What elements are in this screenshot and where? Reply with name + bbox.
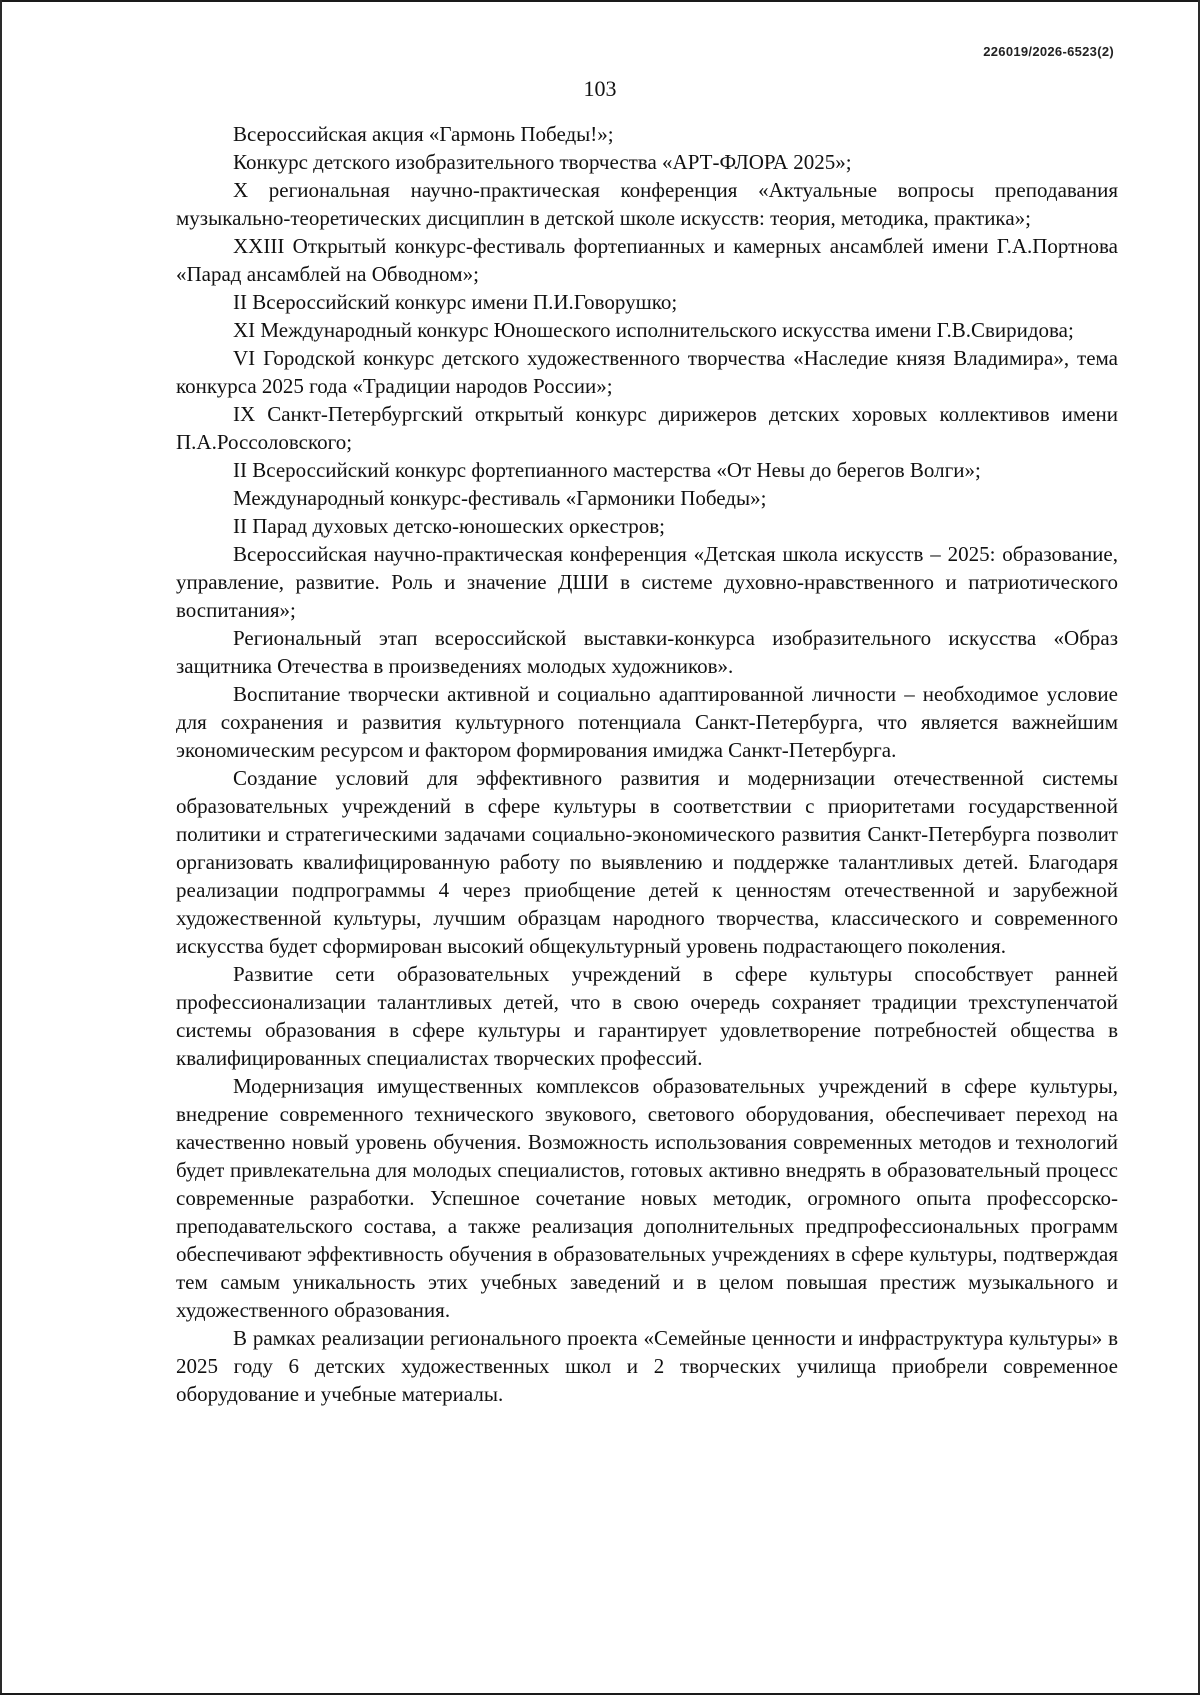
list-item: II Парад духовых детско-юношеских оркестров; <box>233 514 666 538</box>
body-paragraph: Воспитание творчески активной и социально адаптированной личности – необходимое условие для сохранения и развития культурного потенциала Санкт-Петербурга, что является важнейшим экономическим ресурсом и фактором формирования имиджа Санкт-Петербурга. <box>176 682 1118 762</box>
body-paragraph: В рамках реализации регионального проекта «Семейные ценности и инфраструктура культуры» в 2025 году 6 детских художественных школ и 2 творческих училища приобрели современное оборудование и учебные материалы. <box>176 1326 1118 1406</box>
body-paragraph: Модернизация имущественных комплексов образовательных учреждений в сфере культуры, внедрение современного технического звукового, светового оборудования, обеспечивает переход на качественно новый уровень обучения. Возможность использования современных методов и технологий будет привлекательна для молодых специалистов, готовых активно внедрять в образовательный процесс современные разработки. Успешное сочетание новых методик, огромного опыта профессорско-преподавательского состава, а также реализация дополнительных предпрофессиональных программ обеспечивают эффективность обучения в образовательных учреждениях в сфере культуры, подтверждая тем самым уникальность этих учебных заведений и в целом повышая престиж музыкального и художественного образования. <box>176 1074 1118 1322</box>
list-item: X региональная научно-практическая конференция «Актуальные вопросы преподавания музыкально-теоретических дисциплин в детской школе искусств: теория, методика, практика»; <box>176 178 1118 230</box>
list-item: II Всероссийский конкурс фортепианного мастерства «От Невы до берегов Волги»; <box>233 458 981 482</box>
body-paragraph: Создание условий для эффективного развития и модернизации отечественной системы образовательных учреждений в сфере культуры в соответствии с приоритетами государственной политики и стратегическими задачами социально-экономического развития Санкт-Петербурга позволит организовать квалифицированную работу по выявлению и поддержке талантливых детей. Благодаря реализации подпрограммы 4 через приобщение детей к ценностям отечественной и зарубежной художественной культуры, лучшим образцам народного творчества, классического и современного искусства будет сформирован высокий общекультурный уровень подрастающего поколения. <box>176 766 1118 958</box>
list-item: Международный конкурс-фестиваль «Гармоники Победы»; <box>233 486 767 510</box>
list-item: IX Санкт-Петербургский открытый конкурс дирижеров детских хоровых коллективов имени П.А.Россоловского; <box>176 402 1118 454</box>
top-border <box>0 0 1200 2</box>
document-registration-number: 226019/2026-6523(2) <box>983 44 1114 59</box>
list-item: II Всероссийский конкурс имени П.И.Говорушко; <box>233 290 678 314</box>
list-item: XI Международный конкурс Юношеского исполнительского искусства имени Г.В.Свиридова; <box>233 318 1074 342</box>
list-item: Всероссийская акция «Гармонь Победы!»; <box>233 122 614 146</box>
body-paragraph: Развитие сети образовательных учреждений в сфере культуры способствует ранней профессионализации талантливых детей, что в свою очередь сохраняет традиции трехступенчатой системы образования в сфере культуры и гарантирует удовлетворение потребностей общества в квалифицированных специалистах творческих профессий. <box>176 962 1118 1070</box>
list-item: VI Городской конкурс детского художественного творчества «Наследие князя Владимира», тема конкурса 2025 года «Традиции народов России»; <box>176 346 1118 398</box>
list-item: Конкурс детского изобразительного творчества «АРТ-ФЛОРА 2025»; <box>233 150 852 174</box>
list-item: Региональный этап всероссийской выставки-конкурса изобразительного искусства «Образ защитника Отечества в произведениях молодых художников». <box>176 626 1118 678</box>
document-body <box>176 120 1118 1408</box>
left-border <box>0 0 2 1695</box>
list-item: Всероссийская научно-практическая конференция «Детская школа искусств – 2025: образование, управление, развитие. Роль и значение ДШИ в системе духовно-нравственного и патриотического воспитания»; <box>176 542 1118 622</box>
list-item: XXIII Открытый конкурс-фестиваль фортепианных и камерных ансамблей имени Г.А.Портнова «Парад ансамблей на Обводном»; <box>176 234 1118 286</box>
page-number: 103 <box>583 76 617 101</box>
